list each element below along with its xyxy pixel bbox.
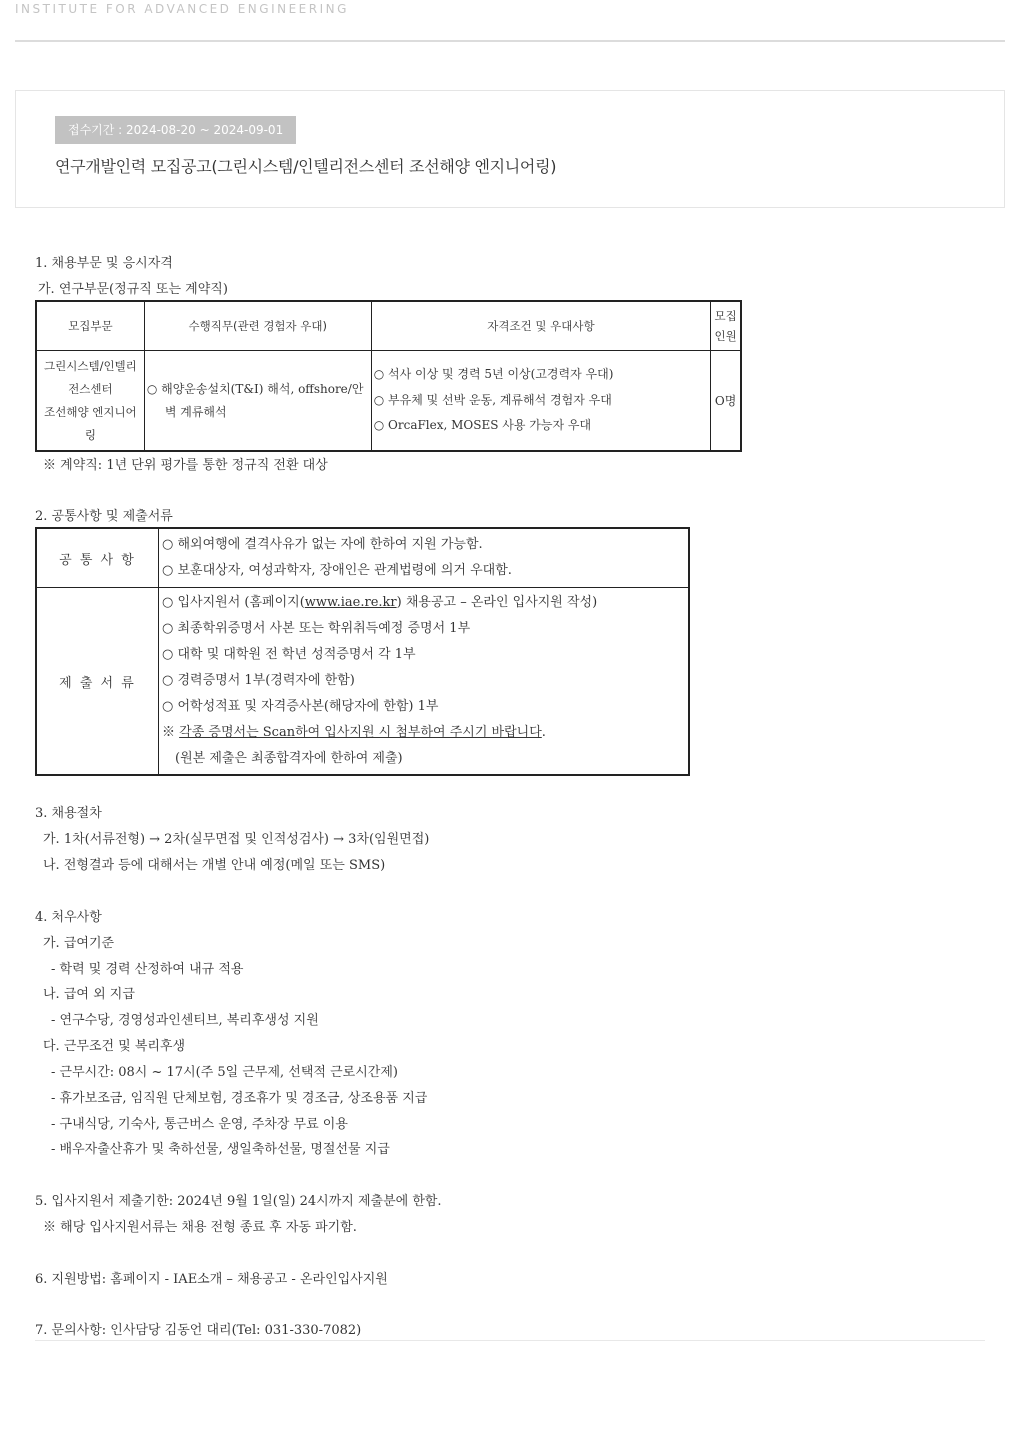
section-3-a: 가. 1차(서류전형) → 2차(실무면접 및 인적성검사) → 3차(임원면접) <box>43 832 430 847</box>
recruitment-table <box>35 300 742 452</box>
doc-line: ○ 대학 및 대학원 전 학년 성적증명서 각 1부 <box>162 647 416 662</box>
header-headcount-line1: 모집 <box>714 309 737 323</box>
section-4-c3: - 구내식당, 기숙사, 통근버스 운영, 주차장 무료 이용 <box>51 1117 348 1132</box>
header-headcount <box>711 301 741 351</box>
scan-suffix: . <box>541 725 546 740</box>
section-3-b: 나. 전형결과 등에 대해서는 개별 안내 예정(메일 또는 SMS) <box>43 858 386 873</box>
notice-summary-box <box>15 90 1005 208</box>
doc1-suffix: ) 채용공고 – 온라인 입사지원 작성) <box>396 595 598 610</box>
section-5-heading: 5. 입사지원서 제출기한: 2024년 9월 1일(일) 24시까지 제출분에 한함. <box>35 1194 442 1209</box>
section-4-b1: - 연구수당, 경영성과인센티브, 복리후생성 지원 <box>51 1013 319 1028</box>
original-note: (원본 제출은 최종합격자에 한하여 제출) <box>175 751 403 766</box>
common-line: ○ 해외여행에 결격사유가 없는 자에 한하여 지원 가능함. <box>162 537 483 552</box>
section-7-heading: 7. 문의사항: 인사담당 김동언 대리(Tel: 031-330-7082) <box>35 1323 362 1338</box>
section-1-sub: 가. 연구부문(정규직 또는 계약직) <box>38 282 228 297</box>
section-4-c2: - 휴가보조금, 임직원 단체보험, 경조휴가 및 경조금, 상조용품 지급 <box>51 1091 428 1106</box>
site-name[interactable]: INSTITUTE FOR ADVANCED ENGINEERING <box>15 2 349 16</box>
documents-row <box>36 588 689 776</box>
qualification-line: ○ OrcaFlex, MOSES 사용 가능자 우대 <box>373 418 592 433</box>
section-4-a: 가. 급여기준 <box>43 936 115 951</box>
header-dept: 모집부문 <box>36 301 144 351</box>
requirements-table <box>35 527 690 776</box>
dept-line: 조선해양 엔지니어 <box>44 404 137 419</box>
documents-label: 제 출 서 류 <box>36 588 159 776</box>
content-divider <box>35 1340 985 1341</box>
duty-line: 벽 계류해석 <box>164 404 227 419</box>
dept-line: 그린시스템/인텔리 <box>44 358 137 373</box>
common-requirements-cell <box>159 528 690 588</box>
documents-cell <box>159 588 690 776</box>
cell-qualifications <box>371 351 710 452</box>
dept-line: 전스센터 <box>68 381 113 396</box>
notice-title: 연구개발인력 모집공고(그린시스템/인텔리전스센터 조선해양 엔지니어링) <box>55 157 557 176</box>
common-requirements-label: 공 통 사 항 <box>36 528 159 588</box>
section-5-note: ※ 해당 입사지원서류는 채용 전형 종료 후 자동 파기함. <box>43 1220 357 1235</box>
cell-headcount: O명 <box>711 351 741 452</box>
application-period-badge: 접수기간 : 2024-08-20 ~ 2024-09-01 <box>55 116 296 144</box>
doc-line: ○ 경력증명서 1부(경력자에 한함) <box>162 673 355 688</box>
cell-dept <box>36 351 144 452</box>
dept-line: 링 <box>84 427 96 442</box>
homepage-link[interactable]: www.iae.re.kr <box>304 595 397 610</box>
header-duty: 수행직무(관련 경험자 우대) <box>144 301 371 351</box>
section-1-heading: 1. 채용부문 및 응시자격 <box>35 256 173 271</box>
contract-note: ※ 계약직: 1년 단위 평가를 통한 정규직 전환 대상 <box>43 458 328 473</box>
common-requirements-row <box>36 528 689 588</box>
cell-duty <box>144 351 371 452</box>
recruitment-table-header <box>36 301 741 351</box>
header-qualifications: 자격조건 및 우대사항 <box>371 301 710 351</box>
section-6-heading: 6. 지원방법: 홈페이지 - IAE소개 – 채용공고 - 온라인입사지원 <box>35 1272 388 1287</box>
section-4-c1: - 근무시간: 08시 ~ 17시(주 5일 근무제, 선택적 근로시간제) <box>51 1065 398 1080</box>
qualification-line: ○ 석사 이상 및 경력 5년 이상(고경력자 우대) <box>373 367 614 382</box>
duty-line: ○ 해양운송설치(T&I) 해석, offshore/안 <box>146 381 364 396</box>
section-4-heading: 4. 처우사항 <box>35 910 102 925</box>
common-line: ○ 보훈대상자, 여성과학자, 장애인은 관계법령에 의거 우대함. <box>162 563 512 578</box>
section-2-heading: 2. 공통사항 및 제출서류 <box>35 509 173 524</box>
section-4-c: 다. 근무조건 및 복리후생 <box>43 1039 186 1054</box>
site-header <box>15 0 1005 42</box>
doc1-prefix: ○ 입사지원서 (홈페이지( <box>162 595 305 610</box>
scan-note <box>162 720 687 746</box>
section-4-c4: - 배우자출산휴가 및 축하선물, 생일축하선물, 명절선물 지급 <box>51 1142 390 1157</box>
section-4-b: 나. 급여 외 지급 <box>43 987 135 1002</box>
section-3-heading: 3. 채용절차 <box>35 806 102 821</box>
scan-prefix: ※ <box>162 725 180 740</box>
doc-line-application <box>162 590 687 616</box>
section-4-a1: - 학력 및 경력 산정하여 내규 적용 <box>51 962 244 977</box>
scan-text: 각종 증명서는 Scan하여 입사지원 시 첨부하여 주시기 바랍니다 <box>179 725 542 740</box>
doc-line: ○ 최종학위증명서 사본 또는 학위취득예정 증명서 1부 <box>162 621 471 636</box>
qualification-line: ○ 부유체 및 선박 운동, 계류해석 경험자 우대 <box>373 392 612 407</box>
doc-line: ○ 어학성적표 및 자격증사본(해당자에 한함) 1부 <box>162 699 439 714</box>
recruitment-table-row <box>36 351 741 452</box>
header-headcount-line2: 인원 <box>714 329 737 343</box>
